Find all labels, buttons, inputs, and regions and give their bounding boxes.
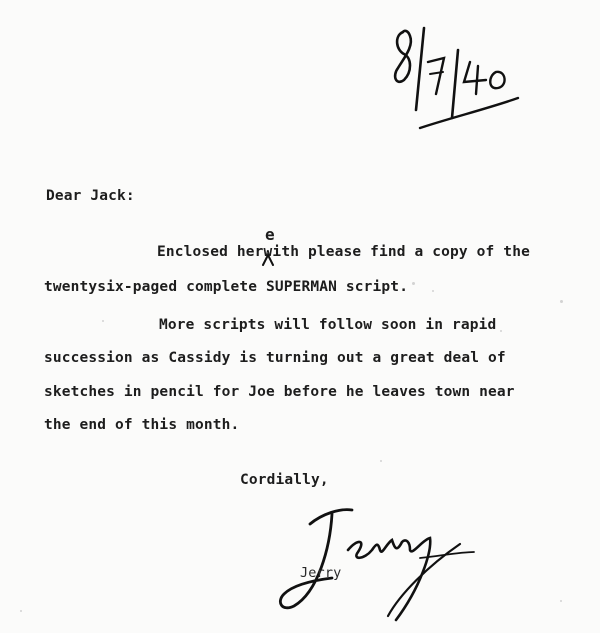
paragraph1-line1: Enclosed herwith please find a copy of the — [157, 244, 530, 260]
closing: Cordially, — [240, 472, 329, 488]
paper-speck — [432, 290, 434, 292]
paper-speck — [102, 320, 104, 322]
paragraph2-line2: succession as Cassidy is turning out a great deal of — [44, 350, 506, 366]
paragraph1-line2: twentysix-paged complete SUPERMAN script. — [44, 279, 409, 295]
paper-speck — [560, 300, 563, 303]
handwritten-signature — [270, 498, 510, 628]
paper-speck — [20, 610, 22, 612]
salutation: Dear Jack: — [46, 188, 135, 204]
typed-name: Jerry — [300, 565, 342, 581]
paper-speck — [500, 330, 502, 332]
insertion-mark: e — [265, 225, 275, 244]
paper-speck — [412, 282, 415, 285]
handwritten-date — [370, 10, 570, 130]
paper-speck — [380, 460, 382, 462]
paragraph2-line4: the end of this month. — [44, 417, 240, 433]
paragraph2-line3: sketches in pencil for Joe before he leaves town near — [44, 384, 515, 400]
paper-speck — [560, 600, 562, 602]
paragraph2-line1: More scripts will follow soon in rapid — [159, 317, 497, 333]
